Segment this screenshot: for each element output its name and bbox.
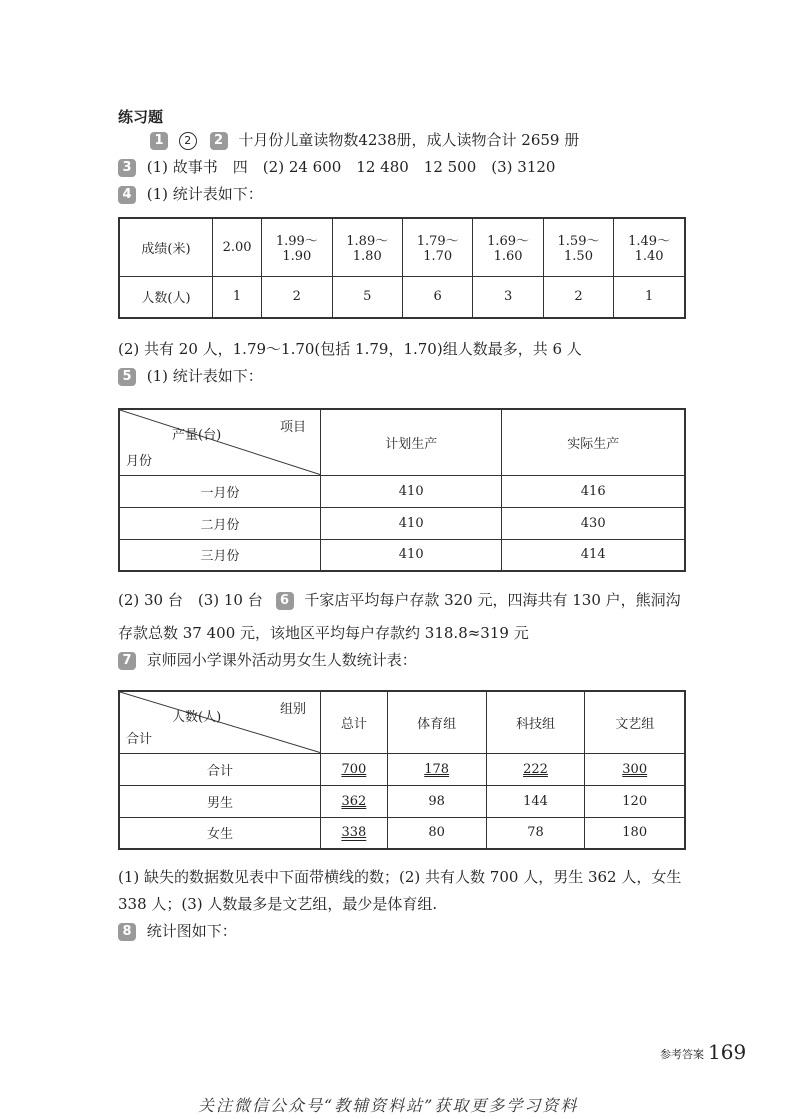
watermark-text: 关注微信公众号“教辅资料站”获取更多学习资料 — [198, 1096, 579, 1115]
row-label: 二月份 — [119, 507, 321, 539]
production-table — [118, 408, 686, 572]
answer-text: (1) 统计表如下： — [146, 185, 263, 203]
row-label: 合计 — [119, 753, 321, 785]
column-header: 计划生产 — [321, 409, 502, 475]
table-cell: 3 — [473, 276, 543, 318]
column-header: 体育组 — [387, 691, 486, 753]
header-row-label: 月份 — [126, 453, 153, 469]
header-row-label: 合计 — [126, 731, 153, 747]
diagonal-header — [119, 409, 321, 475]
table-cell: 1 — [614, 276, 685, 318]
answer-line-10: 338 人；(3) 人数最多是文艺组，最少是体育组. — [118, 895, 438, 913]
table-cell: 410 — [321, 507, 502, 539]
answer-line-9: (1) 缺失的数据数见表中下面带横线的数；(2) 共有人数 700 人，男生 362 人，女生 — [118, 868, 682, 886]
table-cell: 80 — [387, 817, 486, 849]
circled-number: 2 — [179, 132, 197, 150]
number-badge: 3 — [118, 159, 136, 177]
table-cell: 300 — [585, 753, 685, 785]
number-badge: 6 — [276, 592, 294, 610]
table-cell: 362 — [321, 785, 388, 817]
row-label: 三月份 — [119, 539, 321, 571]
table-cell: 1.59～ 1.50 — [543, 218, 613, 276]
header-value-label: 产量(台) — [172, 428, 222, 443]
page-number: 169 — [708, 1040, 747, 1064]
column-header: 科技组 — [486, 691, 585, 753]
answer-text: (2) 30 台 (3) 10 台 — [118, 591, 263, 609]
answer-line-7: 存款总数 37 400 元，该地区平均每户存款约 318.8≈319 元 — [118, 624, 529, 642]
column-header: 实际生产 — [502, 409, 685, 475]
answer-text: (1) 统计表如下： — [146, 367, 263, 385]
diagonal-header — [119, 691, 321, 753]
row-header: 成绩(米) — [119, 218, 213, 276]
table-cell: 98 — [387, 785, 486, 817]
number-badge: 4 — [118, 186, 136, 204]
column-header: 总计 — [321, 691, 388, 753]
table-cell: 6 — [402, 276, 472, 318]
answer-line-4: (2) 共有 20 人，1.79～1.70(包括 1.79，1.70)组人数最多，共 6 人 — [118, 340, 582, 358]
section-title: 练习题 — [118, 108, 164, 126]
table-cell: 180 — [585, 817, 685, 849]
table-cell: 2.00 — [213, 218, 262, 276]
answer-text: (1) 故事书 四 (2) 24 600 12 480 12 500 (3) 3120 — [146, 158, 556, 176]
answer-line-11 — [118, 921, 237, 941]
table-cell: 120 — [585, 785, 685, 817]
table-cell: 700 — [321, 753, 388, 785]
answer-line-8 — [118, 650, 417, 670]
table-cell: 430 — [502, 507, 685, 539]
answer-text: 统计图如下： — [146, 922, 237, 940]
row-label: 男生 — [119, 785, 321, 817]
activity-table — [118, 690, 686, 850]
answer-text: 千家店平均每户存款 320 元，四海共有 130 户，熊洞沟 — [304, 591, 681, 609]
table-cell: 2 — [543, 276, 613, 318]
number-badge: 8 — [118, 923, 136, 941]
table-cell: 144 — [486, 785, 585, 817]
table-cell: 222 — [486, 753, 585, 785]
score-table — [118, 217, 686, 319]
table-cell: 1.99～ 1.90 — [262, 218, 332, 276]
answer-line-3 — [118, 184, 263, 204]
column-header: 文艺组 — [585, 691, 685, 753]
header-column-label: 组别 — [279, 702, 306, 717]
table-cell: 1.79～ 1.70 — [402, 218, 472, 276]
header-column-label: 项目 — [279, 420, 306, 435]
table-cell: 414 — [502, 539, 685, 571]
table-cell: 416 — [502, 475, 685, 507]
answer-line-2 — [118, 157, 555, 177]
header-value-label: 人数(人) — [172, 710, 222, 725]
row-header: 人数(人) — [119, 276, 213, 318]
table-cell: 1.89～ 1.80 — [332, 218, 402, 276]
table-cell: 1 — [213, 276, 262, 318]
footer-label: 参考答案 — [660, 1048, 704, 1061]
table-cell: 5 — [332, 276, 402, 318]
table-cell: 410 — [321, 539, 502, 571]
number-badge: 2 — [210, 132, 228, 150]
table-cell: 78 — [486, 817, 585, 849]
number-badge: 1 — [150, 132, 168, 150]
table-cell: 338 — [321, 817, 388, 849]
row-label: 一月份 — [119, 475, 321, 507]
table-cell: 2 — [262, 276, 332, 318]
answer-line-1 — [150, 130, 579, 150]
table-cell: 178 — [387, 753, 486, 785]
answer-line-6 — [118, 590, 681, 610]
answer-text: 十月份儿童读物数4238册，成人读物合计 2659 册 — [238, 131, 580, 149]
row-label: 女生 — [119, 817, 321, 849]
table-cell: 1.69～ 1.60 — [473, 218, 543, 276]
table-cell: 1.49～ 1.40 — [614, 218, 685, 276]
number-badge: 7 — [118, 652, 136, 670]
number-badge: 5 — [118, 368, 136, 386]
answer-line-5 — [118, 366, 263, 386]
answer-text: 京师园小学课外活动男女生人数统计表： — [146, 651, 417, 669]
table-cell: 410 — [321, 475, 502, 507]
